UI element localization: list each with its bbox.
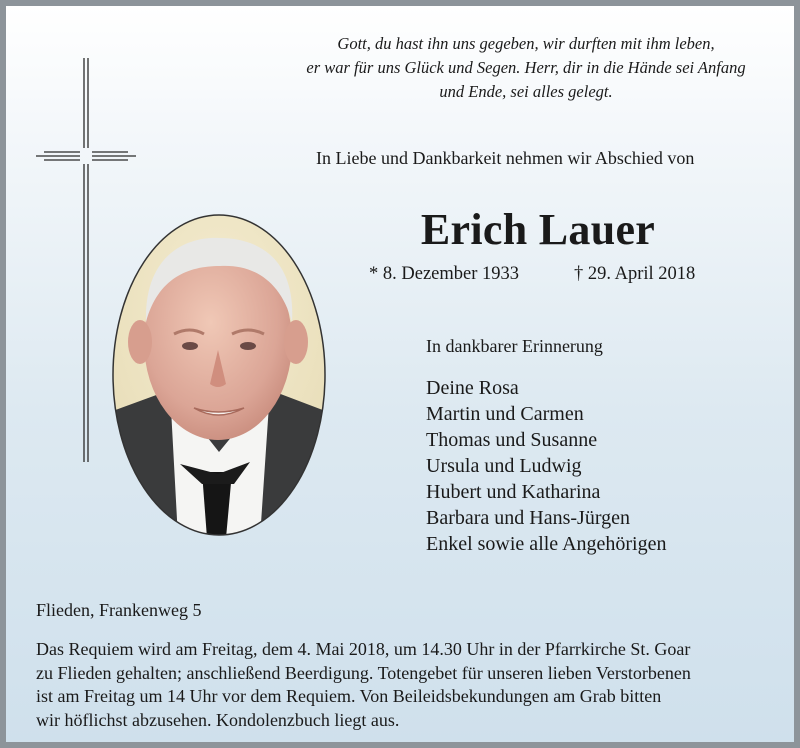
requiem-line: ist am Freitag um 14 Uhr vor dem Requiem. Von Beileidsbekundungen am Grab bitten	[36, 686, 662, 706]
memory-heading: In dankbarer Erinnerung	[426, 336, 603, 356]
family-member: Ursula und Ludwig	[426, 455, 582, 477]
death-date: † 29. April 2018	[574, 264, 696, 284]
verse-line: er war für uns Glück und Segen. Herr, dir in die Hände sei Anfang	[306, 58, 746, 77]
portrait-photo	[110, 212, 328, 538]
family-member: Hubert und Katharina	[426, 481, 601, 503]
family-member: Enkel sowie alle Angehörigen	[426, 533, 667, 555]
address: Flieden, Frankenweg 5	[36, 600, 202, 620]
family-member: Barbara und Hans-Jürgen	[426, 507, 631, 529]
family-member: Deine Rosa	[426, 377, 519, 399]
deceased-name: Erich Lauer	[420, 205, 656, 254]
farewell-line: In Liebe und Dankbarkeit nehmen wir Abschied von	[316, 148, 695, 168]
family-member: Thomas und Susanne	[426, 429, 598, 451]
verse-line: Gott, du hast ihn uns gegeben, wir durften mit ihm leben,	[337, 34, 715, 53]
birth-date: * 8. Dezember 1933	[369, 264, 520, 284]
requiem-line: zu Flieden gehalten; anschließend Beerdigung. Totengebet für unseren lieben Verstorbenen	[36, 662, 691, 683]
verse-line: und Ende, sei alles gelegt.	[439, 82, 613, 101]
family-member: Martin und Carmen	[426, 403, 584, 425]
family-list	[426, 375, 667, 557]
requiem-line: wir höflichst abzusehen. Kondolenzbuch liegt aus.	[36, 709, 400, 730]
verse	[236, 32, 800, 104]
requiem-line: Das Requiem wird am Freitag, dem 4. Mai 2018, um 14.30 Uhr in der Pfarrkirche St. Goar	[36, 639, 691, 659]
requiem-notice	[36, 638, 691, 732]
